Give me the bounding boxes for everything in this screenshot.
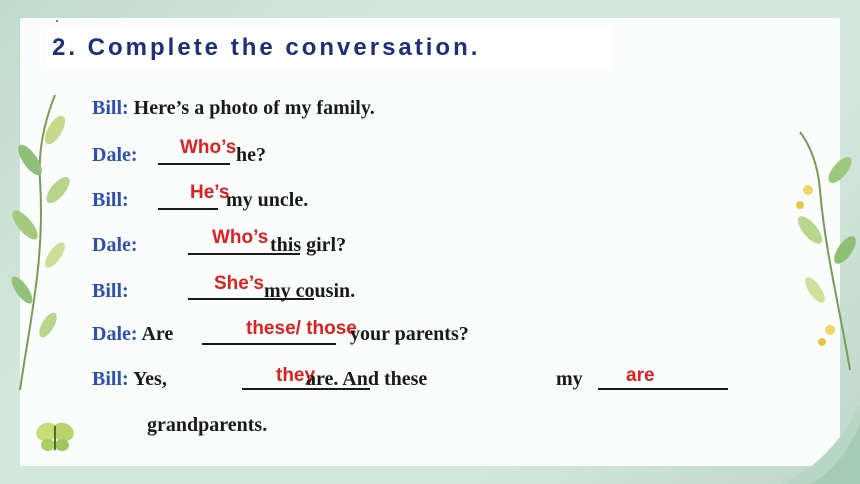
dialogue-line-6 [92, 322, 173, 346]
speaker-label: Bill: [92, 189, 129, 211]
speaker-label: Bill: [92, 97, 129, 119]
answer-text: these/ those [246, 318, 357, 339]
speaker-label: Dale: [92, 323, 138, 345]
content-panel [20, 18, 840, 466]
answer-text: they [276, 365, 316, 386]
answer-blank [158, 208, 218, 210]
dialogue-line-8: grandparents. [147, 414, 268, 436]
speaker-label: Bill: [92, 280, 129, 302]
answer-text: He’s [190, 182, 230, 203]
corner-leaf-icon [770, 404, 860, 484]
page-title: 2. Complete the conversation. [52, 34, 481, 61]
line-text: my uncle. [226, 189, 309, 211]
line-text: Yes, [132, 368, 167, 390]
answer-blank [158, 163, 230, 165]
answer-blank [202, 343, 336, 345]
right-leaf-branch-icon [770, 130, 860, 370]
dialogue-line-3 [92, 188, 129, 212]
dialogue-line-7 [92, 367, 167, 391]
speaker-label: Bill: [92, 368, 129, 390]
line-text: my cousin. [264, 280, 356, 302]
answer-blank [598, 388, 728, 390]
line-text: are. And these [306, 368, 428, 390]
line-text: Are [141, 323, 174, 345]
dialogue-line-1 [92, 96, 375, 120]
dialogue-line-5 [92, 279, 129, 303]
answer-text: Who’s [212, 227, 269, 248]
line-text: Here’s a photo of my family. [133, 97, 375, 119]
line-text: this girl? [270, 234, 347, 256]
line-text: he? [236, 144, 266, 166]
left-leaf-branch-icon [0, 90, 80, 390]
dialogue-line-4 [92, 233, 138, 257]
line-text: my [556, 368, 583, 390]
answer-text: Who’s [180, 137, 237, 158]
speaker-label: Dale: [92, 234, 138, 256]
answer-text: are [626, 365, 655, 386]
line-text: your parents? [350, 323, 469, 345]
answer-text: She’s [214, 273, 264, 294]
title-dot [56, 20, 58, 22]
speaker-label: Dale: [92, 144, 138, 166]
butterfly-icon [34, 418, 76, 458]
dialogue-line-2 [92, 143, 138, 167]
